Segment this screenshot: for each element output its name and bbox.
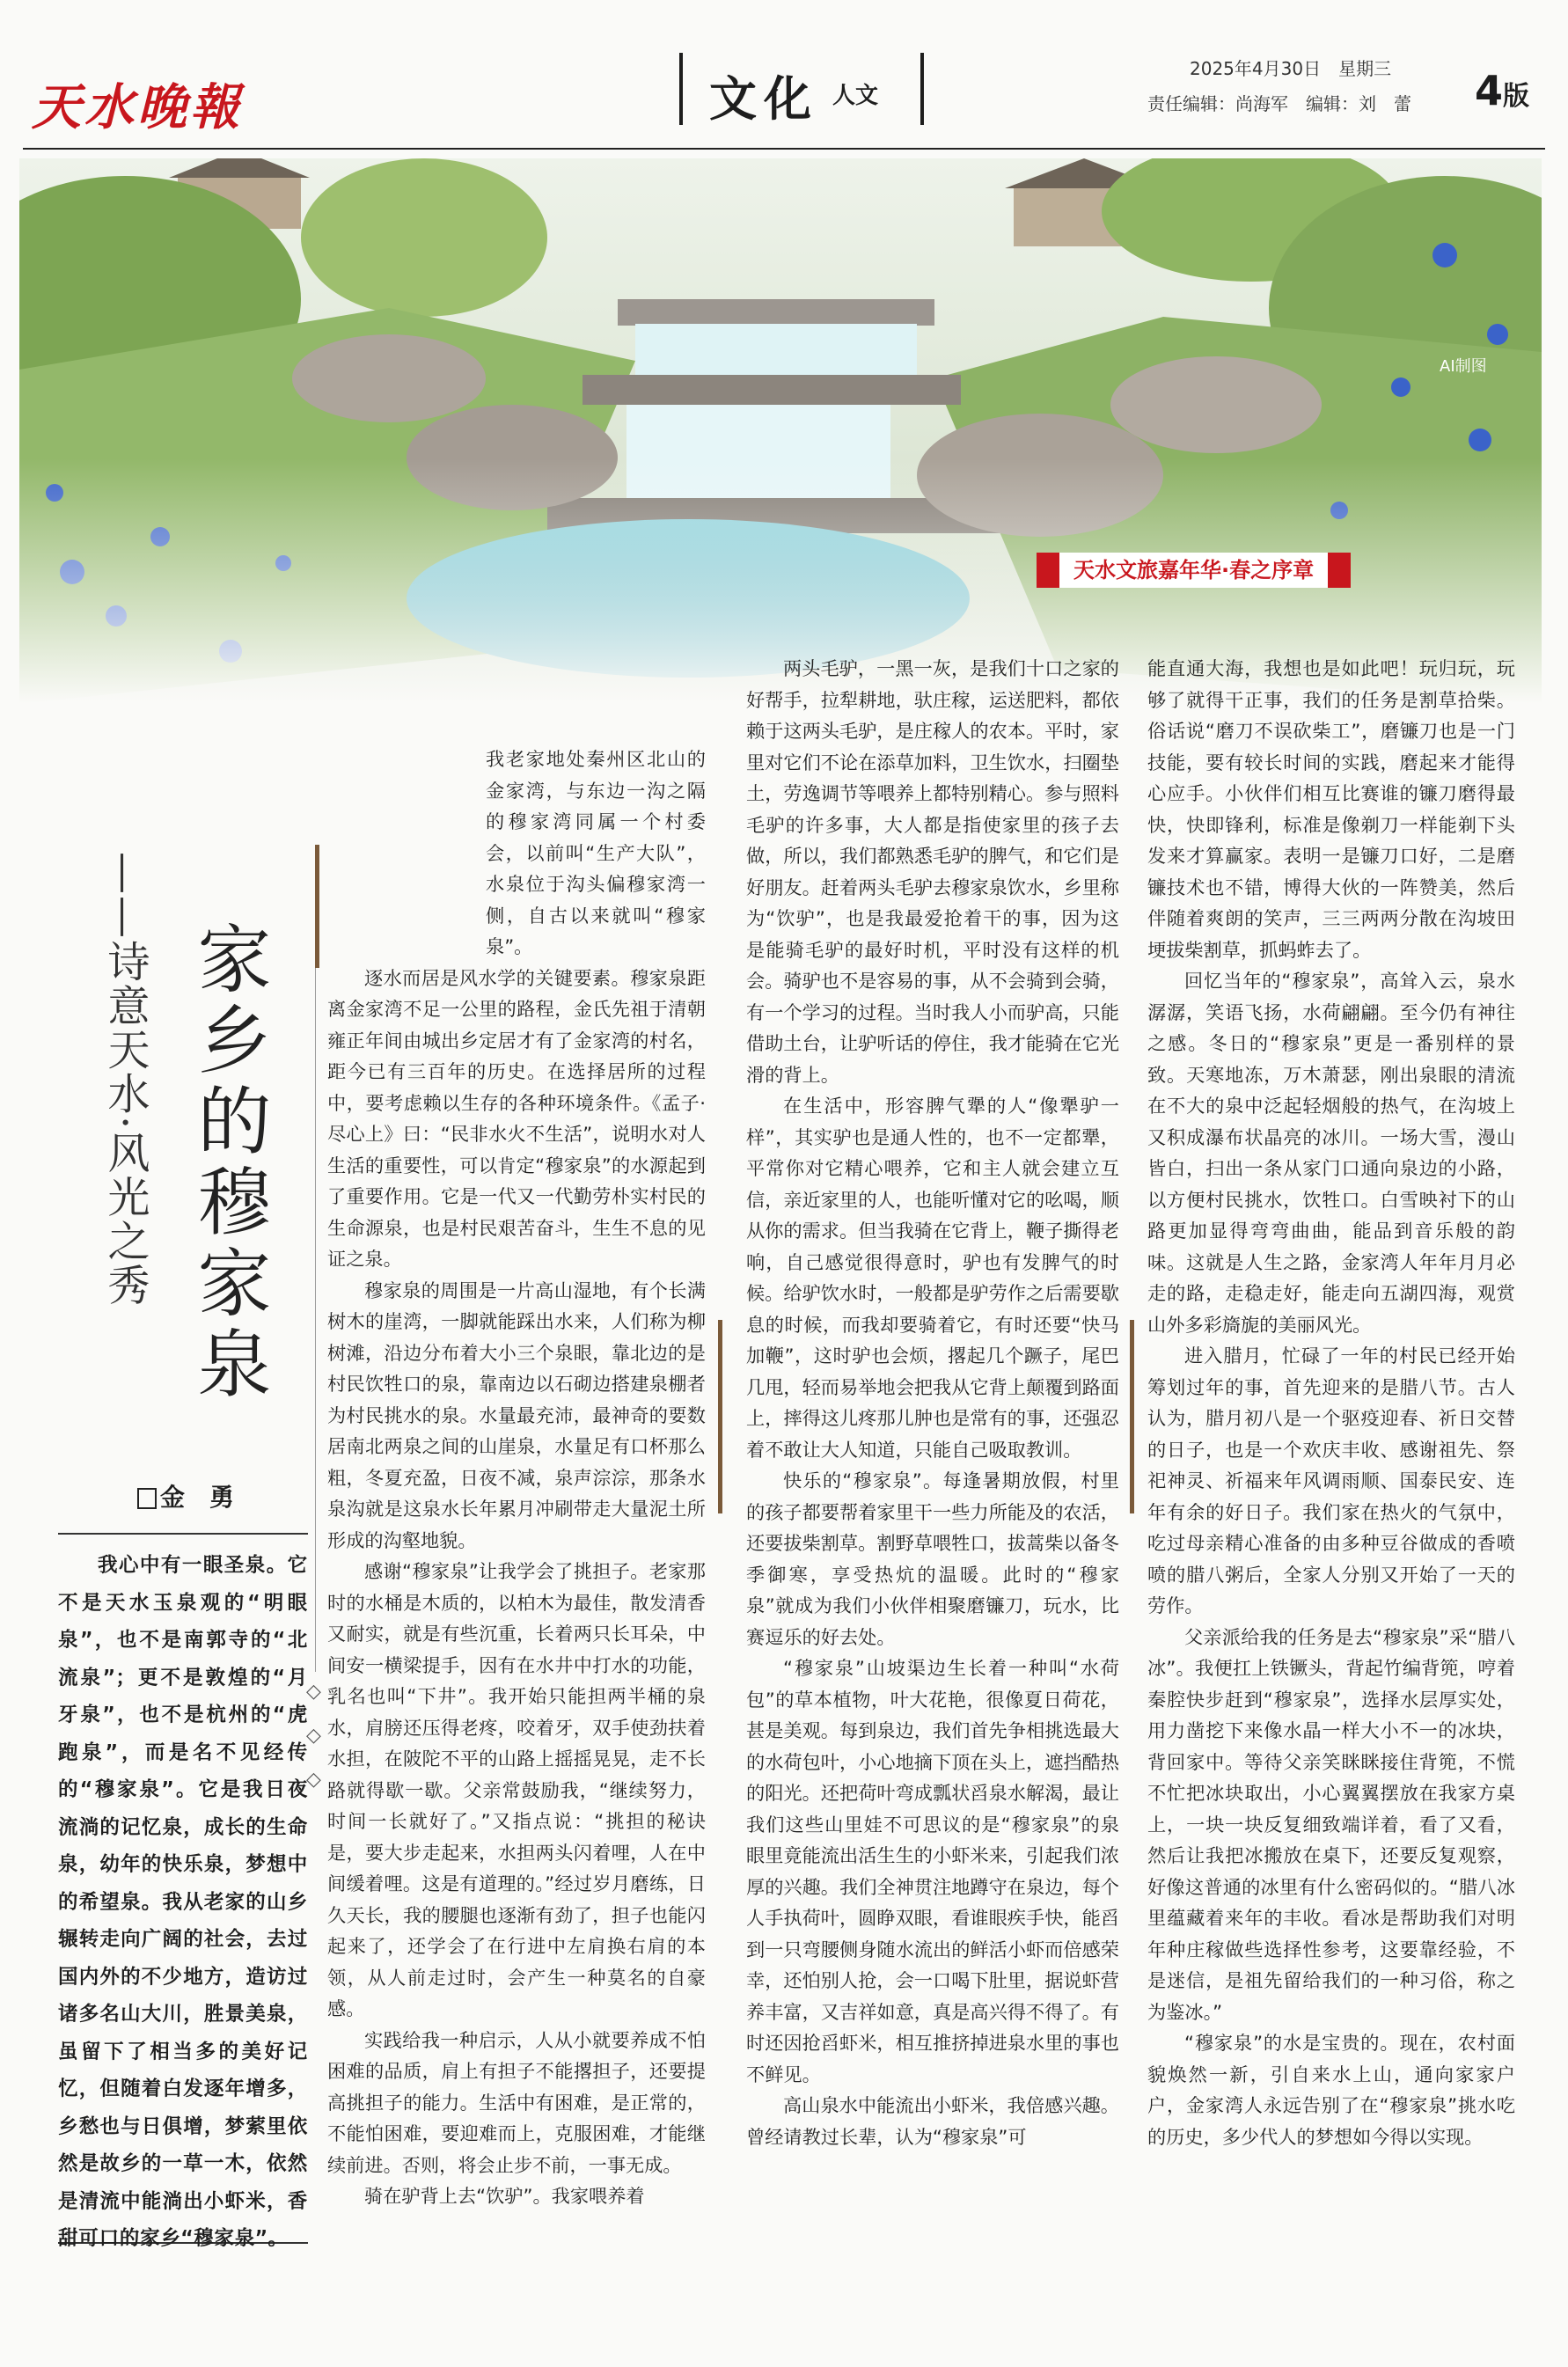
section-title: 文化 [709, 70, 818, 127]
waterfall-landscape-image [19, 158, 1542, 704]
diamond-ornament: ◇ [306, 1769, 321, 1791]
header-rule [23, 148, 1545, 150]
masthead-logo: 天水晚報 [32, 78, 243, 136]
diamond-ornament: ◇ [306, 1681, 321, 1703]
article-column-3 [1147, 653, 1515, 2152]
issue-date: 2025年4月30日 星期三 [1190, 58, 1392, 79]
paragraph: 进入腊月，忙碌了一年的村民已经开始筹划过年的事，首先迎来的是腊八节。古人认为，腊月初八是一个驱疫迎春、祈日交替的日子，也是一个欢庆丰收、感谢祖先、祭祀神灵、祈福来年风调雨顺、国泰民安、连年有余的好日子。我们家在热火的气氛中，吃过母亲精心准备的由多种豆谷做成的香喷喷的腊八粥后，全家人分别又开始了一天的劳作。 [1147, 1345, 1515, 1616]
byline [137, 1478, 234, 1513]
paragraph: 快乐的“穆家泉”。每逢暑期放假，村里的孩子都要帮着家里干一些力所能及的农活，还要拔柴割草。割野草喂牲口，拔蒿柴以备冬季御寒，享受热炕的温暖。此时的“穆家泉”就成为我们小伙伴相聚磨镰刀，玩水，比赛逗乐的好去处。 [746, 1469, 1119, 1648]
mid-accent-bar [1130, 1320, 1134, 1513]
paragraph: 穆家泉的周围是一片高山湿地，有个长满树木的崖湾，一脚就能踩出水来，人们称为柳树滩，沿边分布着大小三个泉眼，靠北边的是村民饮牲口的泉，靠南边以石砌边搭建泉棚者为村民挑水的泉。水量最充沛，最神奇的要数居南北两泉之间的山崖泉，水量足有口杯那么粗，冬夏充盈，日夜不减，泉声淙淙，那条水泉沟就是这泉水长年累月冲刷带走大量泥土所形成的沟壑地貌。 [327, 1279, 706, 1551]
mid-accent-bar [718, 1320, 722, 1513]
section-subtitle: 人文 [832, 83, 879, 109]
paragraph: 我老家地处秦州区北山的金家湾，与东边一沟之隔的穆家湾同属一个村委会，以前叫“生产大队”，水泉位于沟头偏穆家湾一侧，自古以来就叫“穆家泉”。 [486, 748, 706, 957]
campaign-tag: 天水文旅嘉年华·春之序章 [1037, 553, 1351, 588]
paragraph: 回忆当年的“穆家泉”，高耸入云，泉水潺潺，笑语飞扬，水荷翩翩。至今仍有神往之感。冬日的“穆家泉”更是一番别样的景致。天寒地冻，万木萧瑟，刚出泉眼的清流在不大的泉中泛起轻烟般的热气，在沟坡上又积成瀑布状晶亮的冰川。一场大雪，漫山皆白，扫出一条从家门口通向泉边的小路，以方便村民挑水，饮牲口。白雪映衬下的山路更加显得弯弯曲曲，能品到音乐般的韵味。这就是人生之路，金家湾人年年月月必走的路，走稳走好，能走向五湖四海，观赏山外多彩旖旎的美丽风光。 [1147, 970, 1515, 1336]
hero-illustration [19, 158, 1542, 704]
edition-number [1475, 67, 1529, 114]
article-column-2 [746, 653, 1119, 2152]
paragraph: 两头毛驴，一黑一灰，是我们十口之家的好帮手，拉犁耕地，驮庄稼，运送肥料，都依赖于这两头毛驴，是庄稼人的农本。平时，家里对它们不论在添草加料，卫生饮水，扫圈垫土，劳逸调节等喂养上都特别精心。参与照料毛驴的许多事，大人都是指使家里的孩子去做，所以，我们都熟悉毛驴的脾气，和它们是好朋友。赶着两头毛驴去穆家泉饮水，乡里称为“饮驴”，也是我最爱抢着干的事，因为这是能骑毛驴的最好时机，平时没有这样的机会。骑驴也不是容易的事，从不会骑到会骑，有一个学习的过程。当时我人小而驴高，只能借助土台，让驴听话的停住，我才能骑在它光滑的背上。 [746, 657, 1119, 1086]
article-title: 家乡的穆家泉 [186, 920, 272, 1406]
paragraph: 高山泉水中能流出小虾米，我倍感兴趣。曾经请教过长辈，认为“穆家泉”可 [746, 2094, 1119, 2148]
edition-digit: 4 [1475, 67, 1504, 114]
paragraph: “穆家泉”的水是宝贵的。现在，农村面貌焕然一新，引自来水上山，通向家家户户，金家湾人永远告别了在“穆家泉”挑水吃的历史，多少代人的梦想如今得以实现。 [1147, 2032, 1515, 2148]
paragraph: “穆家泉”山坡渠边生长着一种叫“水荷包”的草本植物，叶大花艳，很像夏日荷花，甚是美观。每到泉边，我们首先争相挑选最大的水荷包叶，小心地摘下顶在头上，遮挡酷热的阳光。还把荷叶弯成瓢状舀泉水解渴，最让我们这些山里娃不可思议的是“穆家泉”的泉眼里竟能流出活生生的小虾米来，引起我们浓厚的兴趣。我们全神贯注地蹲守在泉边，每个人手执荷叶，圆睁双眼，看谁眼疾手快，能舀到一只弯腰侧身随水流出的鲜活小虾而倍感荣幸，还怕别人抢，会一口喝下肚里，据说虾营养丰富，又吉祥如意，真是高兴得不得了。有时还因抢舀虾米，相互推挤掉进泉水里的事也不鲜见。 [746, 1657, 1119, 2085]
paragraph: 父亲派给我的任务是去“穆家泉”采“腊八冰”。我便扛上铁镢头，背起竹编背篼，哼着秦腔快步赶到“穆家泉”，选择水层厚实处，用力凿挖下来像水晶一样大小不一的冰块，背回家中。等待父亲笑眯眯接住背篼，不慌不忙把冰块取出，小心翼翼摆放在我家方桌上，一块一块反复细致端详着，看了又看，然后让我把冰搬放在桌下，还要反复观察，好像这普通的冰里有什么密码似的。“腊八冰里蕴藏着来年的丰收。看冰是帮助我们对明年种庄稼做些选择性参考，这要靠经验，不是迷信，是祖先留给我们的一种习俗，称之为鉴冰。” [1147, 1625, 1515, 2023]
section-banner [679, 53, 924, 125]
intro-poem [58, 1533, 308, 2250]
edition-unit: 版 [1503, 81, 1530, 112]
paragraph: 实践给我一种启示，人从小就要养成不怕困难的品质，肩上有担子不能撂担子，还要提高挑担子的能力。生活中有困难，是正常的，不能怕困难，要迎难而上，克服困难，才能继续前进。否则，将会止步不前，一事无成。 [327, 2028, 706, 2176]
left-divider [315, 968, 316, 1672]
editor-credits: 责任编辑：尚海军 编辑：刘 蕾 [1147, 93, 1411, 114]
diamond-ornament: ◇ [306, 1725, 321, 1747]
byline-box-icon [137, 1488, 157, 1509]
article-column-1 [327, 744, 706, 2212]
intro-text: 我心中有一眼圣泉。它不是天水玉泉观的“明眼泉”，也不是南郭寺的“北流泉”；更不是敦煌的“月牙泉”，也不是杭州的“虎跑泉”，而是名不见经传的“穆家泉”。它是我日夜流淌的记忆泉，成长的生命泉，幼年的快乐泉，梦想中的希望泉。我从老家的山乡辗转走向广阔的社会，去过国内外的不少地方，造访过诸多名山大川，胜景美泉，虽留下了相当多的美好记忆，但随着白发逐年增多，乡愁也与日俱增，梦萦里依然是故乡的一草一木，依然是清流中能淌出小虾米，香甜可口的家乡“穆家泉”。 [58, 1554, 308, 2250]
paragraph: 骑在驴背上去“饮驴”。我家喂养着 [364, 2185, 645, 2207]
series-subtitle: ——诗意天水·风光之秀 [100, 852, 150, 1308]
left-accent-bar [315, 845, 319, 968]
paragraph: 在生活中，形容脾气犟的人“像犟驴一样”，其实驴也是通人性的，也不一定都犟，平常你对它精心喂养，它和主人就会建立互信，亲近家里的人，也能听懂对它的吆喝，顺从你的需求。但当我骑在它背上，鞭子撕得老响，自己感觉很得意时，驴也有发脾气的时候。给驴饮水时，一般都是驴劳作之后需要歇息的时候，而我却要骑着它，有时还要“快马加鞭”，这时驴也会烦，撂起几个蹶子，尾巴几甩，轻而易举地会把我从它背上颠覆到路面上，摔得这儿疼那儿肿也是常有的事，还强忍着不敢让大人知道，只能自己吸取教训。 [746, 1095, 1119, 1461]
paragraph: 逐水而居是风水学的关键要素。穆家泉距离金家湾不足一公里的路程，金氏先祖于清朝雍正年间由城出乡定居才有了金家湾的村名，距今已有三百年的历史。在选择居所的过程中，要考虑赖以生存的各种环境条件。《孟子·尽心上》曰：“民非水火不生活”，说明水对人生活的重要性，可以肯定“穆家泉”的水源起到了重要作用。它是一代又一代勤劳朴实村民的生命源泉，也是村民艰苦奋斗，生生不息的见证之泉。 [327, 966, 706, 1270]
author-name: 金 勇 [160, 1483, 235, 1512]
image-credit: AI制图 [1440, 357, 1487, 376]
paragraph: 感谢“穆家泉”让我学会了挑担子。老家那时的水桶是木质的，以柏木为最佳，散发清香又耐实，就是有些沉重，长着两只长耳朵，中间安一横梁提手，因有在水井中打水的功能，乳名也叫“下井”。我开始只能担两半桶的泉水，肩膀还压得老疼，咬着牙，双手使劲扶着水担，在陂陀不平的山路上摇摇晃晃，走不长路就得歇一歇。父亲常鼓励我，“继续努力，时间一长就好了。”又指点说：“挑担的秘诀是，要大步走起来，水担两头闪着哩，人在中间缓着哩。这是有道理的。”经过岁月磨练，日久天长，我的腰腿也逐渐有劲了，担子也能闪起来了，还学会了在行进中左肩换右肩的本领，从人前走过时，会产生一种莫名的自豪感。 [327, 1560, 706, 2019]
paragraph: 能直通大海，我想也是如此吧！玩归玩，玩够了就得干正事，我们的任务是割草拾柴。俗话说“磨刀不误砍柴工”，磨镰刀也是一门技能，要有较长时间的实践，磨起来才能得心应手。小伙伴们相互比赛谁的镰刀磨得最快，快即锋利，标准是像剃刀一样能剃下头发来才算赢家。表明一是镰刀口好，二是磨镰技术也不错，博得大伙的一阵赞美，然后伴随着爽朗的笑声，三三两两分散在沟坡田埂拔柴割草，抓蚂蚱去了。 [1147, 657, 1515, 961]
